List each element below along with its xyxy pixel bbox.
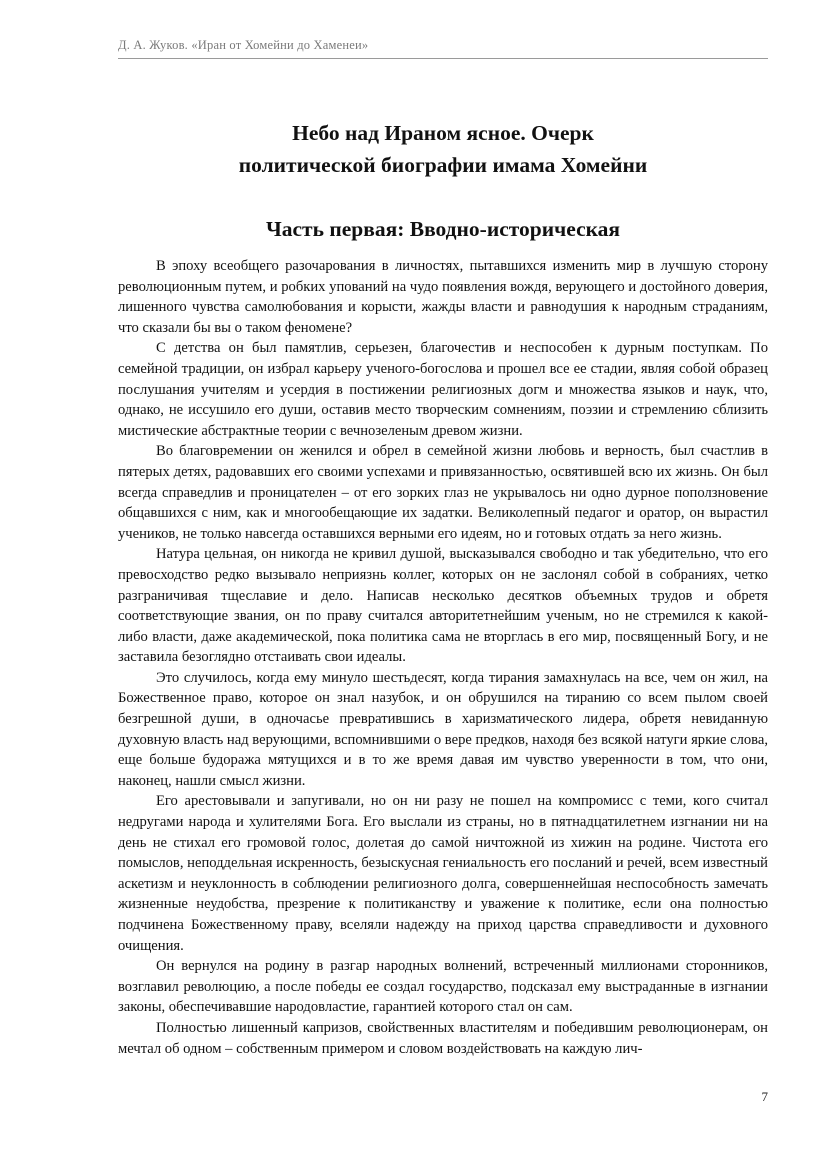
title-line-2: политической биографии имама Хомейни xyxy=(238,153,648,177)
part-heading: Часть первая: Вводно-историческая xyxy=(265,217,621,241)
paragraph: Во благовремении он женился и обрел в семейной жизни любовь и верность, был счастлив в пятерых детях, радовавших его своими успехами и привязанностью, освятившей всю их жизнь. Он был всегда справедлив и проницателен – от его зорких глаз не укрывалось ни одно дурное поползновение общавшихся с ним, как и многообещающие их задатки. Великолепный педагог и оратор, он вырастил учеников, не только навсегда оставшихся верными его идеям, но и готовых отдать за него жизнь. xyxy=(118,443,768,542)
running-head: Д. А. Жуков. «Иран от Хомейни до Хаменеи» xyxy=(118,38,369,52)
paragraph: С детства он был памятлив, серьезен, благочестив и неспособен к дурным поступкам. По семейной традиции, он избрал карьеру ученого-богослова и прошел все ее стадии, являя собой образец послушания учителям и усердия в постижении религиозных догм и множества языков и наук, что, однако, не иссушило его души, оставив место творческим сомнениям, поэзии и стремлению сблизить мистические абстрактные теории с вечнозеленым древом жизни. xyxy=(118,340,768,439)
paragraph: Полностью лишенный капризов, свойственных властителям и победившим революционерам, он мечтал об одном – собственным примером и словом воздействовать на каждую лич- xyxy=(118,1019,768,1057)
body-text xyxy=(118,256,768,1059)
paragraph: Натура цельная, он никогда не кривил душой, высказывался свободно и так убедительно, что его превосходство редко вызывало неприязнь коллег, которых он не заслонял собой в собраниях, четко разграничивая тщеславие и дело. Написав несколько десятков объемных трудов и обретя соответствующие звания, он по праву считался авторитетнейшим ученым, но не стремился к какой-либо власти, даже академической, пока политика сама не вторглась в его мир, посвященный Богу, и не заставила безоглядно отстаивать свои идеалы. xyxy=(118,546,768,666)
paragraph: Он вернулся на родину в разгар народных волнений, встреченный миллионами сторонников, возглавил революцию, а после победы ее создал государство, подсказал ему выстраданные в изгнании законы, обеспечивавшие народовластие, гарантией которого стал он сам. xyxy=(118,958,768,1016)
paragraph: Это случилось, когда ему минуло шестьдесят, когда тирания замахнулась на все, чем он жил, на Божественное право, которое он знал назубок, и он обрушился на тиранию со всем пылом своей безгрешной души, в одночасье превратившись в харизматического лидера, обретя невиданную духовную власть над верующими, вспомнившими о вере предков, находя без всякой натуги яркие слова, еще больше будоража мятущихся и в то же время давая им чувство уверенности в том, что они, наконец, нашли смысл жизни. xyxy=(118,669,769,789)
paragraph: В эпоху всеобщего разочарования в личностях, пытавшихся изменить мир в лучшую сторону революционным путем, и робких упований на чудо появления вождя, верующего и достойного доверия, лишенного чувства самолюбования и корысти, жажды власти и равнодушия к народным страданиям, что сказали бы вы о таком феномене? xyxy=(118,258,768,336)
title-line-1: Небо над Ираном ясное. Очерк xyxy=(292,121,594,145)
paragraph: Его арестовывали и запугивали, но он ни разу не пошел на компромисс с теми, кого считал недругами народа и хулителями Бога. Его выслали из страны, но в пятнадцатилетнем изгнании ни на день не стихал его громовой голос, долетая до самой ничтожной из хижин на родине. Чистота его помыслов, неподдельная искренность, безыскусная гениальность его посланий и речей, всем известный аскетизм и неуклонность в соблюдении религиозного долга, совершеннейшая неспособность замечать жизненные неудобства, презрение к политиканству и уважение к политике, если она полностью подчинена Божественному праву, вселяли надежду на приход царства справедливости и духовного очищения. xyxy=(118,793,768,954)
header-rule xyxy=(118,58,768,59)
page-title xyxy=(118,117,768,181)
page-number: 7 xyxy=(761,1089,768,1104)
